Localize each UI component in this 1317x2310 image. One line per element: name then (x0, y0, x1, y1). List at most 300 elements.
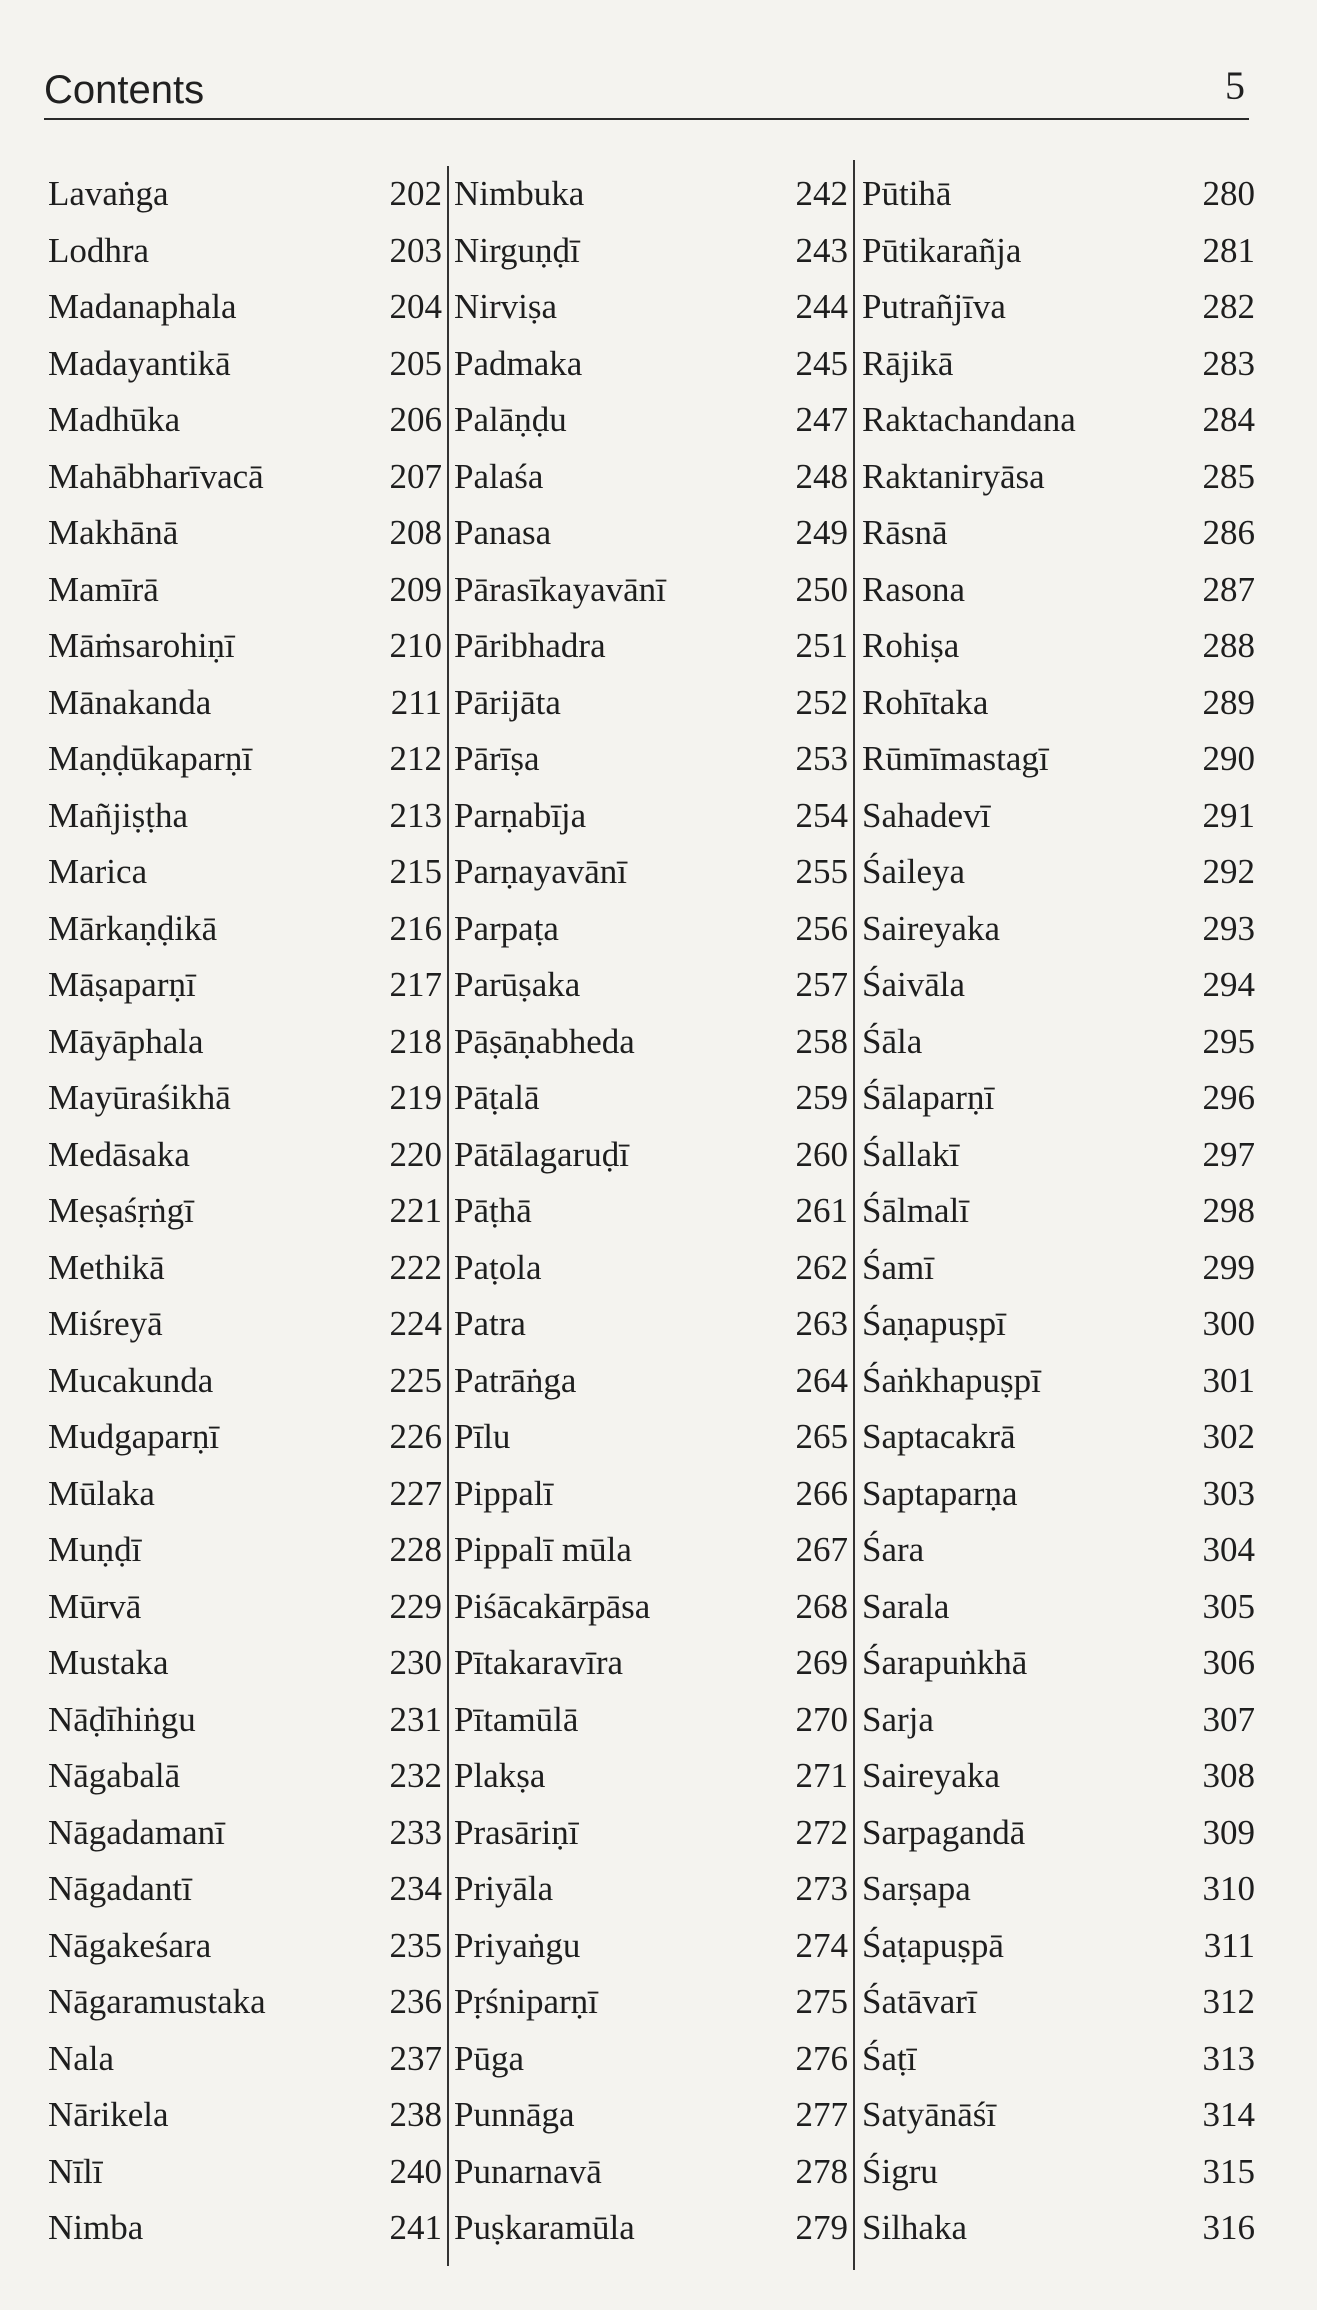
entry-page-number: 205 (389, 343, 442, 383)
entry-page-number: 251 (795, 626, 848, 665)
entry-page-number: 218 (389, 1021, 442, 1061)
entry-name: Nāgadamanī (48, 1812, 225, 1852)
index-entry (452, 1918, 848, 1975)
entry-name: Śaṇapuṣpī (862, 1304, 1006, 1343)
index-entry (46, 1014, 442, 1071)
column-divider (853, 160, 855, 2270)
index-entry (452, 844, 848, 901)
entry-name: Prasāriṇī (454, 1812, 579, 1852)
index-entry (860, 2200, 1255, 2257)
entry-name: Pātālagaruḍī (454, 1134, 629, 1174)
index-entry (452, 223, 848, 280)
index-entry (452, 1409, 848, 1466)
entry-name: Miśreyā (48, 1304, 163, 1343)
entry-page-number: 262 (795, 1247, 848, 1287)
entry-page-number: 249 (795, 513, 848, 552)
index-entry (452, 1014, 848, 1071)
entry-page-number: 207 (389, 456, 442, 496)
entry-page-number: 203 (389, 230, 442, 270)
entry-page-number: 292 (1202, 852, 1255, 891)
entry-page-number: 229 (389, 1586, 442, 1626)
entry-name: Rājikā (862, 343, 954, 383)
entry-name: Sarala (862, 1586, 950, 1626)
index-entry (46, 844, 442, 901)
index-entry (46, 1353, 442, 1410)
index-entry (452, 449, 848, 506)
entry-name: Mudgaparṇī (48, 1417, 220, 1456)
index-entry (452, 675, 848, 732)
index-entry (46, 675, 442, 732)
column-divider (447, 166, 449, 2266)
entry-page-number: 250 (795, 569, 848, 609)
entry-name: Mustaka (48, 1643, 169, 1682)
entry-page-number: 237 (389, 2038, 442, 2078)
entry-page-number: 257 (795, 965, 848, 1004)
entry-name: Satyānāśī (862, 2095, 997, 2134)
entry-name: Paṭola (454, 1247, 542, 1287)
entry-name: Pāṭhā (454, 1191, 532, 1230)
index-entry (46, 1635, 442, 1692)
index-entry (860, 1805, 1255, 1862)
entry-page-number: 222 (389, 1247, 442, 1287)
entry-name: Śālaparṇī (862, 1078, 995, 1117)
entry-name: Śatāvarī (862, 1982, 977, 2021)
entry-page-number: 263 (795, 1304, 848, 1343)
entry-name: Meṣaśṛṅgī (48, 1191, 194, 1230)
entry-name: Raktaniryāsa (862, 456, 1045, 496)
index-column-1 (46, 166, 442, 2257)
entry-name: Pāṣāṇabheda (454, 1021, 635, 1061)
index-entry (860, 562, 1255, 619)
entry-name: Pārasīkayavānī (454, 569, 666, 609)
entry-name: Nāgadantī (48, 1869, 192, 1908)
entry-page-number: 204 (389, 287, 442, 326)
index-entry (452, 731, 848, 788)
index-entry (452, 957, 848, 1014)
entry-page-number: 316 (1202, 2208, 1255, 2247)
entry-page-number: 234 (389, 1869, 442, 1908)
entry-name: Rohītaka (862, 682, 989, 722)
entry-name: Śaṅkhapuṣpī (862, 1360, 1041, 1400)
entry-page-number: 213 (389, 795, 442, 835)
entry-name: Marica (48, 852, 148, 891)
entry-name: Parpaṭa (454, 908, 559, 948)
entry-name: Madayantikā (48, 343, 231, 383)
entry-name: Piśācakārpāsa (454, 1586, 651, 1626)
entry-name: Pṛśniparṇī (454, 1982, 598, 2021)
index-entry (46, 1974, 442, 2031)
entry-name: Mañjiṣṭha (48, 795, 188, 835)
entry-page-number: 268 (795, 1586, 848, 1626)
entry-page-number: 241 (389, 2208, 442, 2247)
entry-name: Mamīrā (48, 569, 159, 609)
entry-name: Nimba (48, 2208, 144, 2247)
index-entry (860, 392, 1255, 449)
index-entry (452, 1183, 848, 1240)
index-entry (860, 1635, 1255, 1692)
entry-name: Nāgaramustaka (48, 1982, 266, 2021)
entry-name: Punnāga (454, 2095, 575, 2134)
entry-page-number: 247 (795, 400, 848, 439)
entry-name: Nārikela (48, 2095, 169, 2134)
entry-name: Puṣkaramūla (454, 2208, 635, 2247)
index-entry (860, 844, 1255, 901)
entry-page-number: 290 (1202, 739, 1255, 778)
entry-name: Pārijāta (454, 682, 561, 722)
entry-page-number: 265 (795, 1417, 848, 1456)
index-entry (46, 1805, 442, 1862)
entry-page-number: 296 (1202, 1078, 1255, 1117)
entry-page-number: 279 (795, 2208, 848, 2247)
entry-name: Rāsnā (862, 513, 948, 552)
entry-page-number: 315 (1202, 2151, 1255, 2191)
index-entry (46, 449, 442, 506)
entry-page-number: 242 (795, 174, 848, 213)
index-entry (452, 336, 848, 393)
entry-name: Śamī (862, 1247, 934, 1287)
index-column-2 (452, 166, 848, 2257)
entry-page-number: 313 (1202, 2038, 1255, 2078)
entry-page-number: 260 (795, 1134, 848, 1174)
entry-name: Śallakī (862, 1134, 960, 1174)
entry-page-number: 275 (795, 1982, 848, 2021)
entry-page-number: 255 (795, 852, 848, 891)
index-entry (452, 788, 848, 845)
entry-name: Saptacakrā (862, 1417, 1016, 1456)
index-entry (860, 1522, 1255, 1579)
entry-page-number: 224 (389, 1304, 442, 1343)
entry-page-number: 291 (1202, 795, 1255, 835)
entry-page-number: 278 (795, 2151, 848, 2191)
index-entry (46, 562, 442, 619)
entry-name: Panasa (454, 513, 552, 552)
index-entry (860, 1918, 1255, 1975)
index-entry (860, 1183, 1255, 1240)
entry-name: Pītamūlā (454, 1699, 579, 1739)
page-number: 5 (1225, 63, 1245, 108)
entry-name: Śaṭapuṣpā (862, 1925, 1004, 1965)
index-entry (46, 1918, 442, 1975)
entry-page-number: 202 (389, 174, 442, 213)
index-entry (860, 449, 1255, 506)
entry-name: Putrañjīva (862, 287, 1006, 326)
entry-page-number: 288 (1202, 626, 1255, 665)
index-entry (46, 1296, 442, 1353)
index-entry (46, 901, 442, 958)
index-entry (46, 788, 442, 845)
entry-page-number: 226 (389, 1417, 442, 1456)
entry-name: Mārkaṇḍikā (48, 908, 218, 948)
entry-name: Śaileya (862, 852, 966, 891)
entry-page-number: 302 (1202, 1417, 1255, 1456)
entry-name: Pippalī mūla (454, 1530, 632, 1569)
index-entry (860, 1353, 1255, 1410)
entry-page-number: 233 (389, 1812, 442, 1852)
entry-page-number: 309 (1202, 1812, 1255, 1852)
entry-name: Punarnavā (454, 2151, 602, 2191)
entry-name: Śaivāla (862, 965, 966, 1004)
running-header-title: Contents (44, 68, 205, 112)
entry-page-number: 270 (795, 1699, 848, 1739)
index-entry (860, 2031, 1255, 2088)
entry-page-number: 219 (389, 1078, 442, 1117)
entry-page-number: 287 (1202, 569, 1255, 609)
entry-page-number: 269 (795, 1643, 848, 1682)
index-entry (860, 1409, 1255, 1466)
entry-name: Lodhra (48, 230, 150, 270)
index-entry (452, 618, 848, 675)
entry-page-number: 243 (795, 230, 848, 270)
entry-name: Silhaka (862, 2208, 967, 2247)
entry-page-number: 298 (1202, 1191, 1255, 1230)
entry-name: Pāṭalā (454, 1078, 540, 1117)
entry-page-number: 289 (1202, 682, 1255, 722)
entry-page-number: 272 (795, 1812, 848, 1852)
entry-name: Nāgabalā (48, 1756, 181, 1795)
index-entry (860, 1974, 1255, 2031)
entry-name: Mūrvā (48, 1586, 142, 1626)
entry-page-number: 305 (1202, 1586, 1255, 1626)
entry-page-number: 283 (1202, 343, 1255, 383)
index-entry (452, 1070, 848, 1127)
entry-name: Priyaṅgu (454, 1925, 581, 1965)
index-entry (46, 279, 442, 336)
entry-page-number: 240 (389, 2151, 442, 2191)
index-entry (46, 2087, 442, 2144)
index-entry (860, 901, 1255, 958)
entry-page-number: 284 (1202, 400, 1255, 439)
index-entry (452, 1748, 848, 1805)
entry-name: Priyāla (454, 1869, 554, 1908)
entry-name: Saireyaka (862, 908, 1000, 948)
index-entry (452, 392, 848, 449)
index-entry (452, 562, 848, 619)
index-entry (46, 166, 442, 223)
entry-page-number: 276 (795, 2038, 848, 2078)
entry-page-number: 300 (1202, 1304, 1255, 1343)
entry-page-number: 280 (1202, 174, 1255, 213)
entry-name: Śaṭī (862, 2038, 917, 2078)
index-entry (452, 279, 848, 336)
index-entry (860, 618, 1255, 675)
entry-page-number: 253 (795, 739, 848, 778)
index-entry (860, 731, 1255, 788)
index-entry (46, 957, 442, 1014)
index-entry (46, 505, 442, 562)
header-rule (44, 118, 1249, 120)
entry-name: Nīlī (48, 2151, 103, 2191)
index-entry (860, 1466, 1255, 1523)
entry-name: Padmaka (454, 343, 583, 383)
index-entry (860, 1296, 1255, 1353)
index-entry (860, 279, 1255, 336)
index-entry (860, 2087, 1255, 2144)
entry-name: Sarja (862, 1699, 934, 1739)
entry-name: Medāsaka (48, 1134, 190, 1174)
index-entry (46, 1183, 442, 1240)
entry-name: Śāla (862, 1021, 923, 1061)
index-entry (860, 1014, 1255, 1071)
entry-page-number: 235 (389, 1925, 442, 1965)
index-entry (452, 1240, 848, 1297)
index-entry (860, 1861, 1255, 1918)
entry-page-number: 277 (795, 2095, 848, 2134)
entry-name: Mūlaka (48, 1473, 155, 1513)
entry-page-number: 231 (389, 1699, 442, 1739)
entry-name: Mucakunda (48, 1360, 214, 1400)
entry-name: Rasona (862, 569, 966, 609)
entry-name: Maṇḍūkaparṇī (48, 739, 253, 778)
entry-name: Rūmīmastagī (862, 739, 1049, 778)
entry-page-number: 228 (389, 1530, 442, 1569)
entry-page-number: 285 (1202, 456, 1255, 496)
entry-page-number: 215 (389, 852, 442, 891)
index-entry (452, 1635, 848, 1692)
entry-name: Pāribhadra (454, 626, 606, 665)
entry-name: Śara (862, 1530, 925, 1569)
entry-page-number: 266 (795, 1473, 848, 1513)
entry-page-number: 310 (1202, 1869, 1255, 1908)
index-entry (46, 336, 442, 393)
index-entry (452, 1692, 848, 1749)
index-entry (46, 1692, 442, 1749)
entry-page-number: 274 (795, 1925, 848, 1965)
entry-page-number: 232 (389, 1756, 442, 1795)
entry-page-number: 221 (389, 1191, 442, 1230)
entry-name: Māṣaparṇī (48, 965, 196, 1004)
entry-name: Pārīṣa (454, 739, 540, 778)
entry-name: Sahadevī (862, 795, 991, 835)
index-entry (46, 1579, 442, 1636)
index-entry (46, 1466, 442, 1523)
entry-page-number: 210 (389, 626, 442, 665)
entry-name: Patra (454, 1304, 526, 1343)
entry-page-number: 299 (1202, 1247, 1255, 1287)
entry-page-number: 286 (1202, 513, 1255, 552)
entry-page-number: 293 (1202, 908, 1255, 948)
index-entry (860, 1240, 1255, 1297)
index-entry (860, 2144, 1255, 2201)
entry-page-number: 259 (795, 1078, 848, 1117)
index-entry (860, 336, 1255, 393)
entry-page-number: 297 (1202, 1134, 1255, 1174)
index-entry (860, 1748, 1255, 1805)
entry-page-number: 312 (1202, 1982, 1255, 2021)
entry-page-number: 227 (389, 1473, 442, 1513)
entry-page-number: 238 (389, 2095, 442, 2134)
entry-name: Mānakanda (48, 682, 212, 722)
entry-page-number: 301 (1202, 1360, 1255, 1400)
entry-name: Makhānā (48, 513, 179, 552)
index-entry (452, 1296, 848, 1353)
index-entry (452, 901, 848, 958)
index-entry (452, 1127, 848, 1184)
index-entry (46, 1748, 442, 1805)
index-entry (452, 1861, 848, 1918)
entry-name: Pūtihā (862, 174, 952, 213)
entry-page-number: 307 (1202, 1699, 1255, 1739)
index-entry (452, 2087, 848, 2144)
index-entry (860, 957, 1255, 1014)
entry-name: Parṇayavānī (454, 852, 627, 891)
entry-name: Nirviṣa (454, 287, 558, 326)
entry-name: Pīlu (454, 1417, 511, 1456)
index-entry (46, 223, 442, 280)
entry-page-number: 303 (1202, 1473, 1255, 1513)
entry-name: Nala (48, 2038, 115, 2078)
index-entry (452, 2031, 848, 2088)
entry-page-number: 271 (795, 1756, 848, 1795)
index-entry (452, 2144, 848, 2201)
index-entry (452, 1579, 848, 1636)
entry-name: Sarpagandā (862, 1812, 1026, 1852)
entry-name: Śālmalī (862, 1191, 969, 1230)
index-entry (860, 1127, 1255, 1184)
index-entry (860, 505, 1255, 562)
entry-name: Muṇḍī (48, 1530, 142, 1569)
entry-name: Mahābharīvacā (48, 456, 264, 496)
entry-page-number: 209 (389, 569, 442, 609)
index-entry (46, 618, 442, 675)
index-entry (452, 505, 848, 562)
entry-page-number: 306 (1202, 1643, 1255, 1682)
index-entry (452, 1805, 848, 1862)
entry-name: Mayūraśikhā (48, 1078, 231, 1117)
index-entry (46, 1127, 442, 1184)
entry-page-number: 304 (1202, 1530, 1255, 1569)
index-entry (860, 788, 1255, 845)
entry-page-number: 261 (795, 1191, 848, 1230)
entry-name: Methikā (48, 1247, 165, 1287)
entry-page-number: 220 (389, 1134, 442, 1174)
index-entry (452, 166, 848, 223)
index-entry (452, 1522, 848, 1579)
entry-name: Pītakaravīra (454, 1643, 624, 1682)
entry-name: Pūga (454, 2038, 524, 2078)
entry-name: Nimbuka (454, 174, 585, 213)
entry-page-number: 256 (795, 908, 848, 948)
entry-page-number: 294 (1202, 965, 1255, 1004)
entry-page-number: 273 (795, 1869, 848, 1908)
index-entry (860, 1579, 1255, 1636)
entry-name: Saptaparṇa (862, 1473, 1018, 1513)
index-entry (860, 223, 1255, 280)
entry-page-number: 211 (390, 682, 442, 722)
entry-page-number: 258 (795, 1021, 848, 1061)
entry-name: Pippalī (454, 1473, 554, 1513)
entry-page-number: 282 (1202, 287, 1255, 326)
index-entry (452, 1466, 848, 1523)
entry-name: Parṇabīja (454, 795, 587, 835)
index-entry (860, 1692, 1255, 1749)
entry-page-number: 206 (389, 400, 442, 439)
index-entry (46, 1522, 442, 1579)
index-entry (452, 1353, 848, 1410)
index-entry (46, 731, 442, 788)
entry-name: Śigru (862, 2151, 938, 2191)
entry-name: Nāḍīhiṅgu (48, 1699, 196, 1739)
index-entry (46, 2144, 442, 2201)
entry-name: Plakṣa (454, 1756, 546, 1795)
entry-page-number: 230 (389, 1643, 442, 1682)
entry-page-number: 236 (389, 1982, 442, 2021)
entry-page-number: 267 (795, 1530, 848, 1569)
index-entry (46, 1240, 442, 1297)
entry-page-number: 311 (1203, 1925, 1255, 1965)
index-entry (46, 1409, 442, 1466)
index-column-3 (860, 166, 1255, 2257)
entry-name: Raktachandana (862, 400, 1076, 439)
